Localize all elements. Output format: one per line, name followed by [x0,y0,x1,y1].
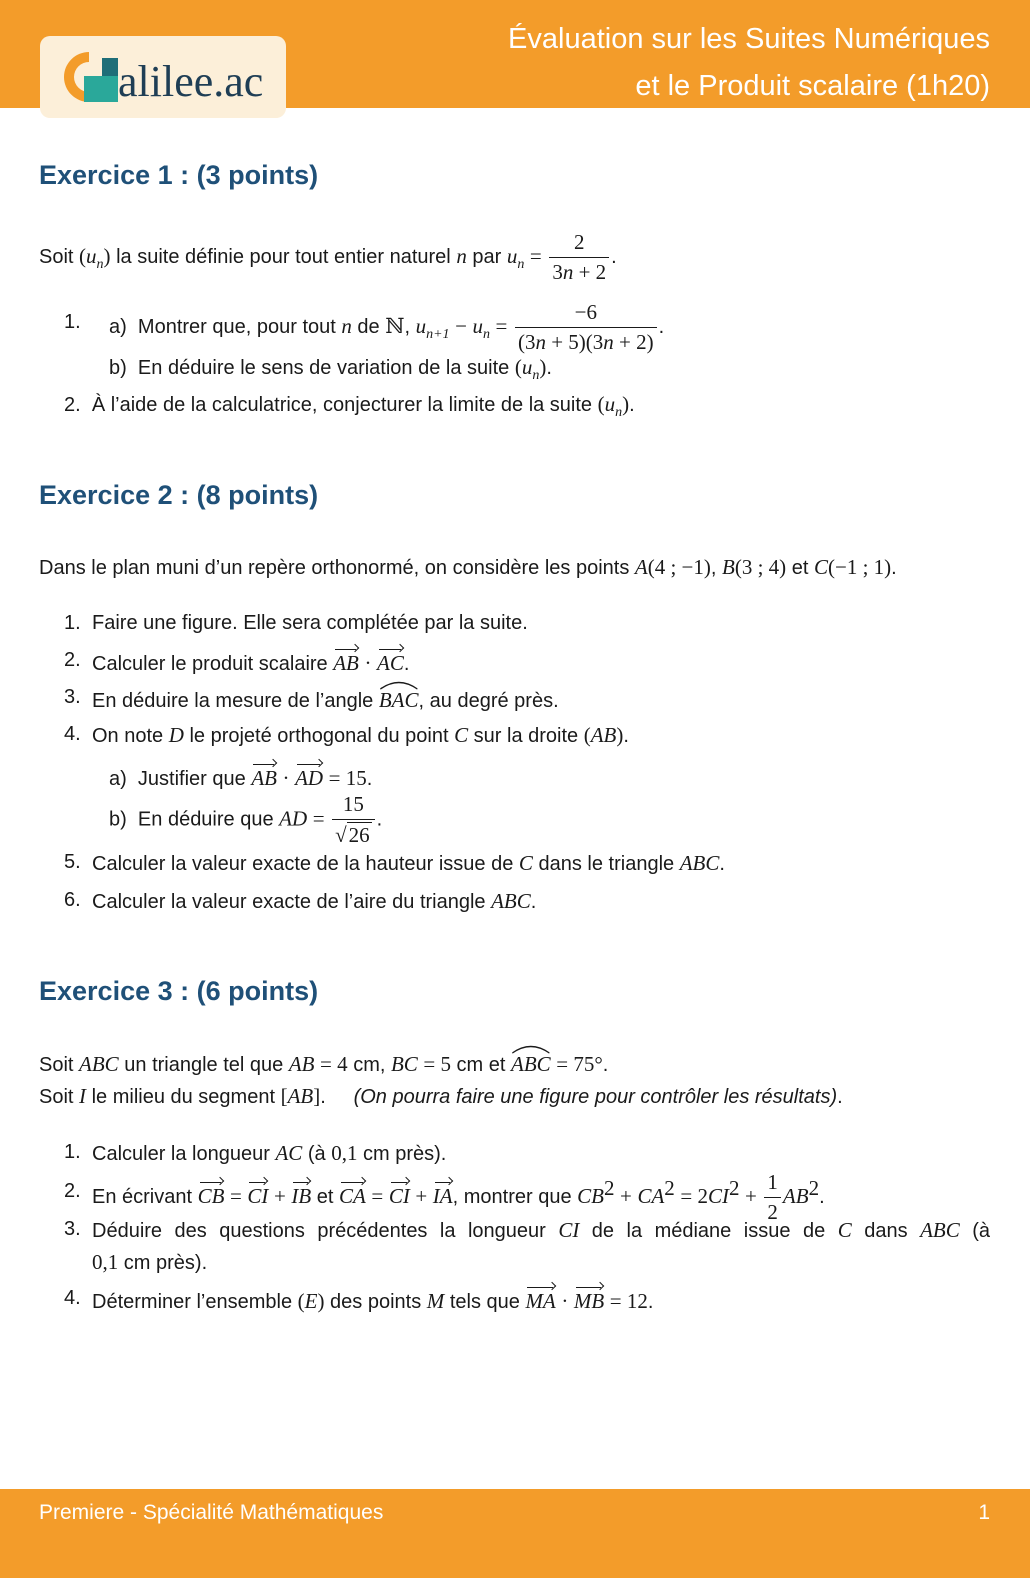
logo [40,36,286,118]
ex3-q3-text: Déduire des questions précédentes la longueur CI de la médiane issue de C dans ABC (à [92,1218,991,1242]
ex3-q4: 4. [64,1287,81,1309]
ex2-q6-text: Calculer la valeur exacte de l’aire du triangle ABC. [92,889,537,913]
page-footer [0,1489,1030,1578]
ex2-q4-text: On note D le projeté orthogonal du point C sur la droite (AB). [92,723,629,747]
ex3-q1: 1. [64,1141,81,1163]
exercise-2-intro: Dans le plan muni d’un repère orthonormé, on considère les points A(4 ; −1), B(3 ; 4) et C(−1 ; 1). [39,555,897,579]
ex3-q4-text: Déterminer l’ensemble (E) des points M tels que MA · MB = 12. [92,1283,653,1314]
ex2-q2-text: Calculer le produit scalaire AB · AC. [92,645,409,676]
ex2-q2: 2. [64,649,81,671]
ex2-q1-text: Faire une figure. Elle sera complétée par la suite. [92,612,528,634]
exercise-3-title: Exercice 3 : (6 points) [39,976,319,1006]
ex2-q5: 5. [64,851,81,873]
ex2-q3-text: En déduire la mesure de l’angle BAC, au degré près. [92,682,559,713]
page-header [0,0,1030,108]
footer-course: Premiere - Spécialité Mathématiques [39,1501,384,1524]
ex3-q1-text: Calculer la longueur AC (à 0,1 cm près). [92,1141,447,1165]
ex1-q1a: a) Montrer que, pour tout n de ℕ, $u_{n+1} - u_n$ = $\frac{-6}{(3n + 5)(3n + 2)}$ . [109,300,665,354]
ex2-q4b: b) En déduire que AD = $\frac{15}{√26}$ . [109,792,383,847]
ex2-q4a: a) Justifier que AB · AD = 15. [109,760,372,791]
exercise-3-intro-2: Soit I le milieu du segment [AB]. (On pourra faire une figure pour contrôler les résultats). [39,1084,843,1108]
exercise-3-intro-1: Soit ABC un triangle tel que AB = 4 cm, BC = 5 cm et ABC = 75°. [39,1046,608,1077]
ex2-q5-text: Calculer la valeur exacte de la hauteur issue de C dans le triangle ABC. [92,851,725,875]
exercise-1-intro: Soit $(u_n)$ la suite définie pour tout entier naturel n par $u_n$ = $\frac{2}{3n + 2}$ . [39,230,617,284]
ex2-q4: 4. [64,723,81,745]
ex3-q3-text-cont: 0,1 cm près). [92,1250,208,1274]
ex2-q3: 3. [64,686,81,708]
logo-text: alilee.ac [118,57,264,106]
ex1-q1b: b) En déduire le sens de variation de la suite $(u_n)$. [109,355,552,384]
ex1-q2: 2. À l’aide de la calculatrice, conjecturer la limite de la suite $(u_n)$. [64,392,635,421]
page-number: 1 [978,1501,990,1524]
ex3-q3: 3. [64,1218,81,1240]
galilee-logo-icon [60,48,118,106]
ex2-q6: 6. [64,889,81,911]
ex3-q2-text: En écrivant CB = CI + IB et CA = CI + IA, montrer que $CB^2 + CA^2 = 2CI^2$ + $\frac{1}{2}$ $AB^2$. [92,1170,825,1224]
ex3-q2: 2. [64,1180,81,1202]
ex2-q1: 1. [64,612,81,634]
document-title: Évaluation sur les Suites Numériques et le Produit scalaire (1h20) [508,23,990,102]
exercise-2-title: Exercice 2 : (8 points) [39,480,319,510]
exercise-1-title: Exercice 1 : (3 points) [39,160,319,190]
ex1-q1-number: 1. [64,311,81,333]
